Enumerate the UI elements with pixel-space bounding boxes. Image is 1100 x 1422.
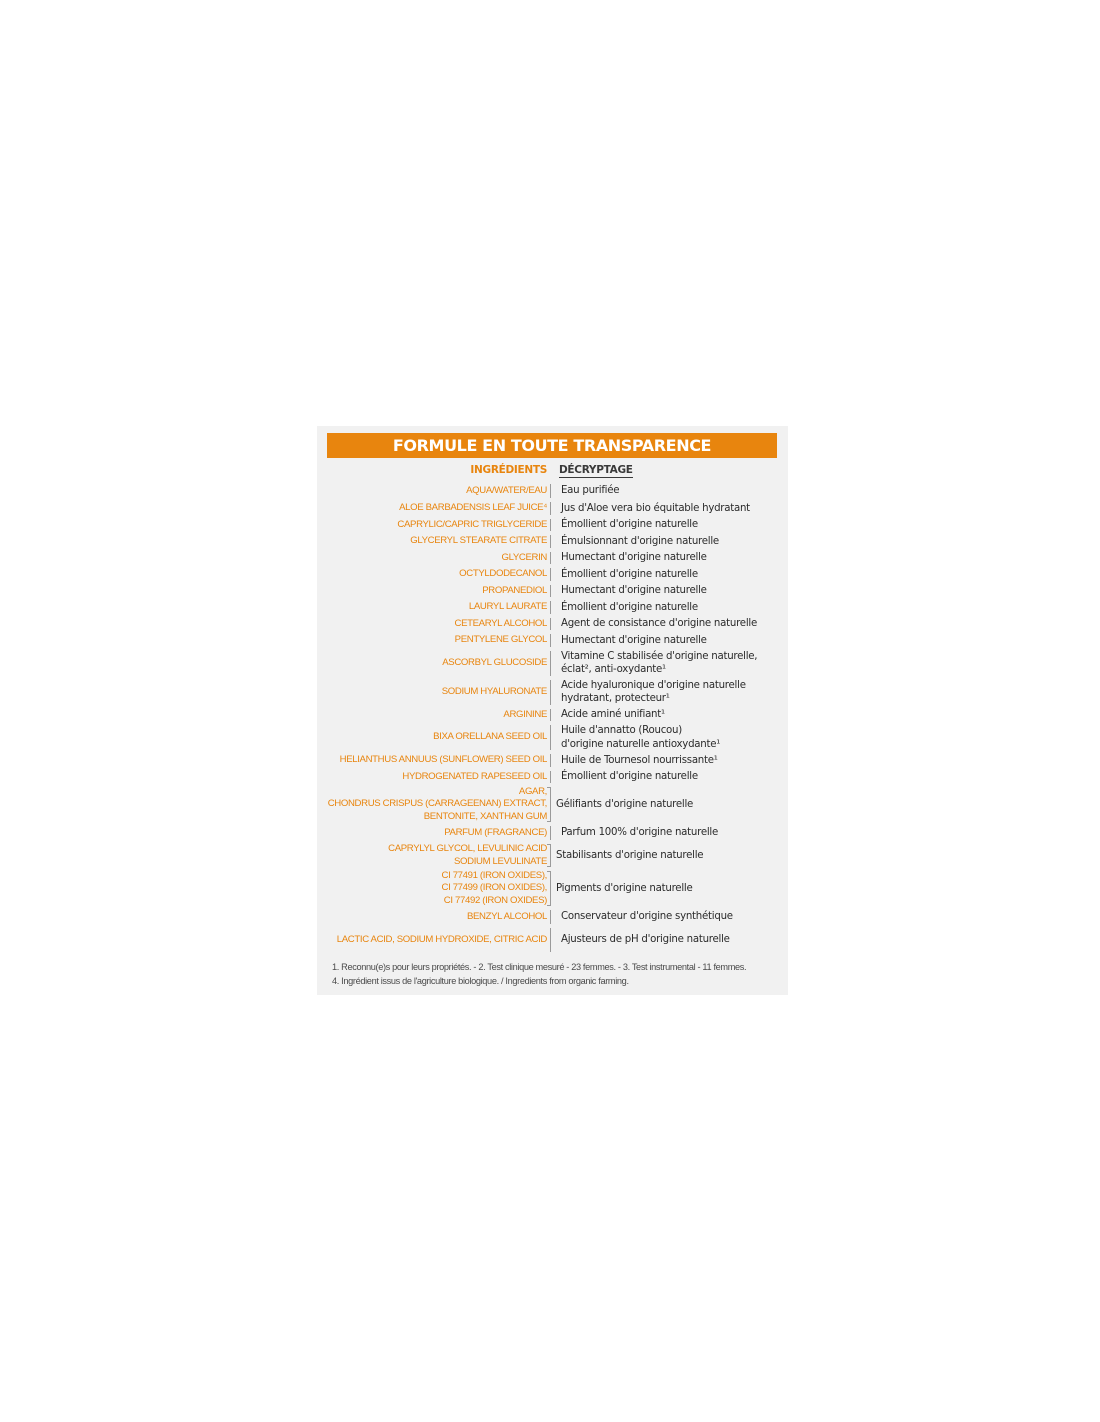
ingredient-name <box>317 583 547 600</box>
table-row <box>317 752 788 769</box>
table-row <box>317 533 788 550</box>
ingredient-line: GLYCERIN <box>501 551 547 563</box>
ingredient-line: SODIUM LEVULINATE <box>453 855 547 867</box>
table-row <box>317 678 788 707</box>
ingredient-line: ARGININE <box>503 708 547 720</box>
ingredient-line: HELIANTHUS ANNUUS (SUNFLOWER) SEED OIL <box>339 754 547 765</box>
table-row <box>317 566 788 583</box>
ingredient-line: HYDROGENATED RAPESEED OIL <box>402 770 547 782</box>
ingredient-name <box>317 824 547 842</box>
ingredient-line: CAPRYLIC/CAPRIC TRIGLYCERIDE <box>397 518 547 530</box>
ingredient-description <box>561 583 788 600</box>
table-row <box>317 842 788 869</box>
ingredient-line: BENTONITE, XANTHAN GUM <box>423 810 547 822</box>
ingredient-description <box>561 824 788 842</box>
ingredient-name <box>317 616 547 633</box>
ingredient-line: CAPRYLYL GLYCOL, LEVULINIC ACID <box>388 843 547 854</box>
ingredient-line: CI 77491 (IRON OXIDES), <box>441 869 547 881</box>
table-row <box>317 632 788 649</box>
description-line: Agent de consistance d'origine naturelle <box>561 618 757 629</box>
description-line: Jus d'Aloe vera bio équitable hydratant <box>561 502 750 514</box>
ingredient-name <box>317 842 547 869</box>
ingredient-name <box>317 678 547 707</box>
table-row <box>317 482 788 500</box>
ingredient-name <box>317 869 547 908</box>
description-line: Émollient d'origine naturelle <box>561 519 698 530</box>
table-row <box>317 926 788 954</box>
ingredient-name <box>317 533 547 550</box>
ingredient-description <box>561 482 788 500</box>
ingredient-description <box>561 533 788 550</box>
ingredients-header: INGRÉDIENTS <box>470 464 547 476</box>
ingredient-name <box>317 769 547 786</box>
description-line: Humectant d'origine naturelle <box>561 552 707 563</box>
column-divider <box>550 502 555 515</box>
ingredient-description <box>561 752 788 769</box>
ingredient-line: LACTIC ACID, SODIUM HYDROXIDE, CITRIC ACID <box>336 933 547 945</box>
column-divider <box>550 771 555 784</box>
footnote-line: 1. Reconnu(e)s pour leurs propriétés. - 2. Test clinique mesuré - 23 femmes. - 3. Test instrumental - 11 femmes. <box>332 962 747 972</box>
ingredient-name <box>317 500 547 517</box>
ingredient-line: GLYCERYL STEARATE CITRATE <box>410 535 547 546</box>
description-line: Parfum 100% d'origine naturelle <box>561 827 719 839</box>
description-line: Eau purifiée <box>561 485 620 497</box>
ingredient-description <box>556 842 788 869</box>
table-row <box>317 583 788 600</box>
description-line: Émollient d'origine naturelle <box>561 601 698 613</box>
ingredient-line: CI 77492 (IRON OXIDES) <box>443 894 547 906</box>
ingredient-description <box>561 500 788 517</box>
description-line: Stabilisants d'origine naturelle <box>556 849 704 861</box>
column-divider <box>550 826 555 840</box>
ingredient-line: PARFUM (FRAGRANCE) <box>444 826 547 838</box>
ingredients-table <box>317 482 788 954</box>
table-row <box>317 517 788 534</box>
ingredient-name <box>317 599 547 616</box>
ingredient-name <box>317 908 547 926</box>
description-line: Vitamine C stabilisée d'origine naturelle, <box>561 650 758 662</box>
column-divider <box>550 928 555 952</box>
column-divider <box>550 651 555 676</box>
bracket-divider <box>547 871 551 906</box>
column-divider <box>550 680 555 705</box>
ingredient-description <box>561 616 788 633</box>
table-row <box>317 769 788 786</box>
ingredient-description <box>561 566 788 583</box>
ingredient-description <box>561 599 788 616</box>
table-row <box>317 869 788 908</box>
table-row <box>317 723 788 752</box>
ingredient-name <box>317 550 547 567</box>
ingredient-description <box>561 517 788 534</box>
table-row <box>317 707 788 724</box>
decryptage-header: DÉCRYPTAGE <box>559 464 633 476</box>
description-line: Huile de Tournesol nourrissante¹ <box>561 754 718 766</box>
bracket-divider <box>547 844 551 867</box>
ingredient-line: OCTYLDODECANOL <box>459 568 547 579</box>
ingredient-name <box>317 649 547 678</box>
ingredient-name <box>317 566 547 583</box>
description-line: Émollient d'origine naturelle <box>561 771 698 782</box>
ingredient-line: SODIUM HYALURONATE <box>441 685 547 697</box>
ingredient-name <box>317 517 547 534</box>
column-divider <box>550 519 555 532</box>
ingredient-line: CETEARYL ALCOHOL <box>454 617 547 629</box>
ingredient-name <box>317 752 547 769</box>
ingredient-description <box>561 632 788 649</box>
description-line: Acide aminé unifiant¹ <box>561 709 665 720</box>
formula-panel <box>317 426 788 995</box>
ingredient-line: ASCORBYL GLUCOSIDE <box>442 656 547 668</box>
description-line: Émulsionnant d'origine naturelle <box>561 535 719 547</box>
description-line: d'origine naturelle antioxydante¹ <box>561 738 721 750</box>
ingredient-description <box>556 869 788 908</box>
table-row <box>317 824 788 842</box>
column-divider <box>550 754 555 767</box>
table-row <box>317 908 788 926</box>
description-line: Huile d'annatto (Roucou) <box>561 725 682 736</box>
table-row <box>317 550 788 567</box>
description-line: Émollient d'origine naturelle <box>561 568 698 580</box>
ingredient-description <box>561 678 788 707</box>
ingredient-line: PROPANEDIOL <box>482 584 547 596</box>
description-line: hydratant, protecteur¹ <box>561 693 670 704</box>
ingredient-name <box>317 482 547 500</box>
column-divider <box>550 585 555 598</box>
description-line: Conservateur d'origine synthétique <box>561 911 733 923</box>
ingredient-name <box>317 707 547 724</box>
ingredient-line: BENZYL ALCOHOL <box>466 910 547 922</box>
description-line: Ajusteurs de pH d'origine naturelle <box>561 934 730 946</box>
ingredient-line: BIXA ORELLANA SEED OIL <box>433 731 547 743</box>
ingredient-description <box>561 707 788 724</box>
panel-title: FORMULE EN TOUTE TRANSPARENCE <box>327 433 777 458</box>
ingredient-description <box>561 908 788 926</box>
column-divider <box>550 535 555 548</box>
column-divider <box>550 634 555 647</box>
table-row <box>317 500 788 517</box>
description-line: Gélifiants d'origine naturelle <box>556 798 694 810</box>
description-line: Humectant d'origine naturelle <box>561 585 707 596</box>
table-row <box>317 616 788 633</box>
ingredient-name <box>317 926 547 954</box>
description-line: Acide hyaluronique d'origine naturelle <box>561 679 746 691</box>
ingredient-line: CHONDRUS CRISPUS (CARRAGEENAN) EXTRACT, <box>327 798 547 810</box>
ingredient-line: ALOE BARBADENSIS LEAF JUICE⁴ <box>399 502 547 513</box>
ingredient-name <box>317 632 547 649</box>
ingredient-line: CI 77499 (IRON OXIDES), <box>441 882 547 894</box>
column-divider <box>550 725 555 750</box>
column-divider <box>550 910 555 924</box>
description-line: Humectant d'origine naturelle <box>561 634 707 646</box>
bracket-divider <box>547 787 551 822</box>
ingredient-line: PENTYLENE GLYCOL <box>454 634 547 645</box>
table-row <box>317 785 788 824</box>
ingredient-line: AGAR, <box>518 785 547 797</box>
column-divider <box>550 484 555 498</box>
column-headers <box>317 464 788 480</box>
description-line: Pigments d'origine naturelle <box>556 882 693 894</box>
ingredient-description <box>556 785 788 824</box>
footnotes <box>332 960 782 988</box>
ingredient-name <box>317 723 547 752</box>
ingredient-name <box>317 785 547 824</box>
table-row <box>317 649 788 678</box>
table-row <box>317 599 788 616</box>
footnote-line: 4. Ingrédient issus de l'agriculture biologique. / Ingredients from organic farming. <box>332 976 629 986</box>
ingredient-description <box>561 649 788 678</box>
column-divider <box>550 601 555 614</box>
description-line: éclat², anti-oxydante¹ <box>561 664 666 675</box>
ingredient-line: LAURYL LAURATE <box>468 601 547 612</box>
column-divider <box>550 552 555 565</box>
column-divider <box>550 568 555 581</box>
ingredient-description <box>561 769 788 786</box>
ingredient-description <box>561 723 788 752</box>
column-divider <box>550 709 555 722</box>
ingredient-description <box>561 550 788 567</box>
column-divider <box>550 618 555 631</box>
ingredient-description <box>561 926 788 954</box>
ingredient-line: AQUA/WATER/EAU <box>466 484 547 496</box>
